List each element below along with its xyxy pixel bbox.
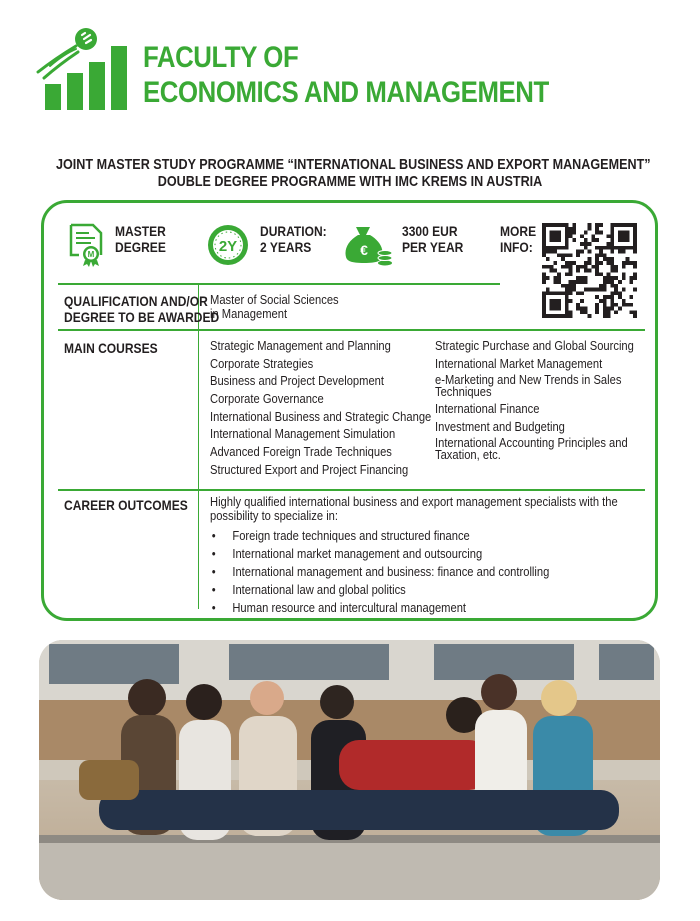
faculty-title-line2: ECONOMICS AND MANAGEMENT	[143, 76, 549, 109]
more-info	[500, 223, 542, 255]
duration-label: DURATION: 2 YEARS	[260, 223, 327, 255]
faculty-logo	[36, 26, 130, 112]
course-item: International Business and Strategic Change	[210, 408, 432, 424]
course-item: Corporate Strategies	[210, 355, 314, 371]
career-item: • International management and business: finance and controlling	[210, 565, 549, 579]
qualification-label: QUALIFICATION AND/OR DEGREE TO BE AWARDED	[64, 293, 220, 325]
clock-icon	[206, 223, 250, 267]
main-courses-label: MAIN COURSES	[64, 340, 158, 356]
divider-line	[58, 283, 500, 285]
courses-column-2	[435, 339, 633, 465]
course-item: International Market Management	[435, 355, 603, 371]
svg-text:M: M	[87, 250, 95, 259]
degree-label: MASTER DEGREE	[115, 223, 166, 255]
course-item: Advanced Foreign Trade Techniques	[210, 444, 392, 460]
programme-subtitle: DOUBLE DEGREE PROGRAMME WITH IMC KREMS IN AUSTRIA	[157, 173, 543, 190]
divider-line	[58, 489, 645, 491]
course-item: Investment and Budgeting	[435, 418, 565, 434]
students-photo-illustration	[39, 640, 660, 900]
qr-code-icon[interactable]	[542, 223, 637, 318]
course-item: International Management Simulation	[210, 426, 396, 442]
courses-column-1	[210, 339, 431, 481]
more-info-label: MORE INFO:	[500, 223, 537, 255]
course-item: Strategic Purchase and Global Sourcing	[435, 338, 634, 353]
course-item: Structured Export and Project Financing	[210, 461, 409, 477]
course-item: e-Marketing and New Trends in Sales Techniques	[435, 372, 622, 400]
career-item: • Foreign trade techniques and structured finance	[210, 529, 549, 543]
career-item: • International market management and outsourcing	[210, 547, 549, 561]
course-item: Strategic Management and Planning	[210, 338, 391, 353]
faculty-title-line1: FACULTY OF	[143, 41, 299, 74]
column-divider	[198, 283, 199, 609]
course-item: Corporate Governance	[210, 391, 324, 407]
programme-title: JOINT MASTER STUDY PROGRAMME “INTERNATIONAL BUSINESS AND EXPORT MANAGEMENT”	[56, 156, 651, 173]
divider-line	[58, 329, 645, 331]
career-intro: Highly qualified international business and export management specialists with the possibility to specialize in:	[210, 494, 618, 523]
course-item: International Finance	[435, 401, 540, 417]
degree-info	[69, 223, 174, 267]
course-item: Business and Project Development	[210, 373, 385, 389]
career-item: • Human resource and intercultural management	[210, 601, 549, 615]
career-outcomes-label: CAREER OUTCOMES	[64, 497, 188, 513]
faculty-title	[143, 40, 549, 110]
programme-card	[41, 200, 658, 621]
money-bag-icon	[344, 223, 392, 267]
qualification-value: Master of Social Sciences in Management	[210, 292, 339, 321]
svg-text:2Y: 2Y	[218, 238, 238, 255]
programme-heading	[0, 156, 700, 190]
duration-info	[206, 223, 338, 267]
diploma-icon	[69, 223, 105, 267]
students-photo	[39, 640, 660, 900]
career-list	[210, 529, 549, 619]
career-item: • International law and global politics	[210, 583, 549, 597]
fee-info	[344, 223, 473, 267]
fee-label: 3300 EUR PER YEAR	[402, 223, 464, 255]
svg-text:€: €	[360, 242, 368, 258]
course-item: International Accounting Principles and Taxation, etc.	[435, 435, 628, 463]
